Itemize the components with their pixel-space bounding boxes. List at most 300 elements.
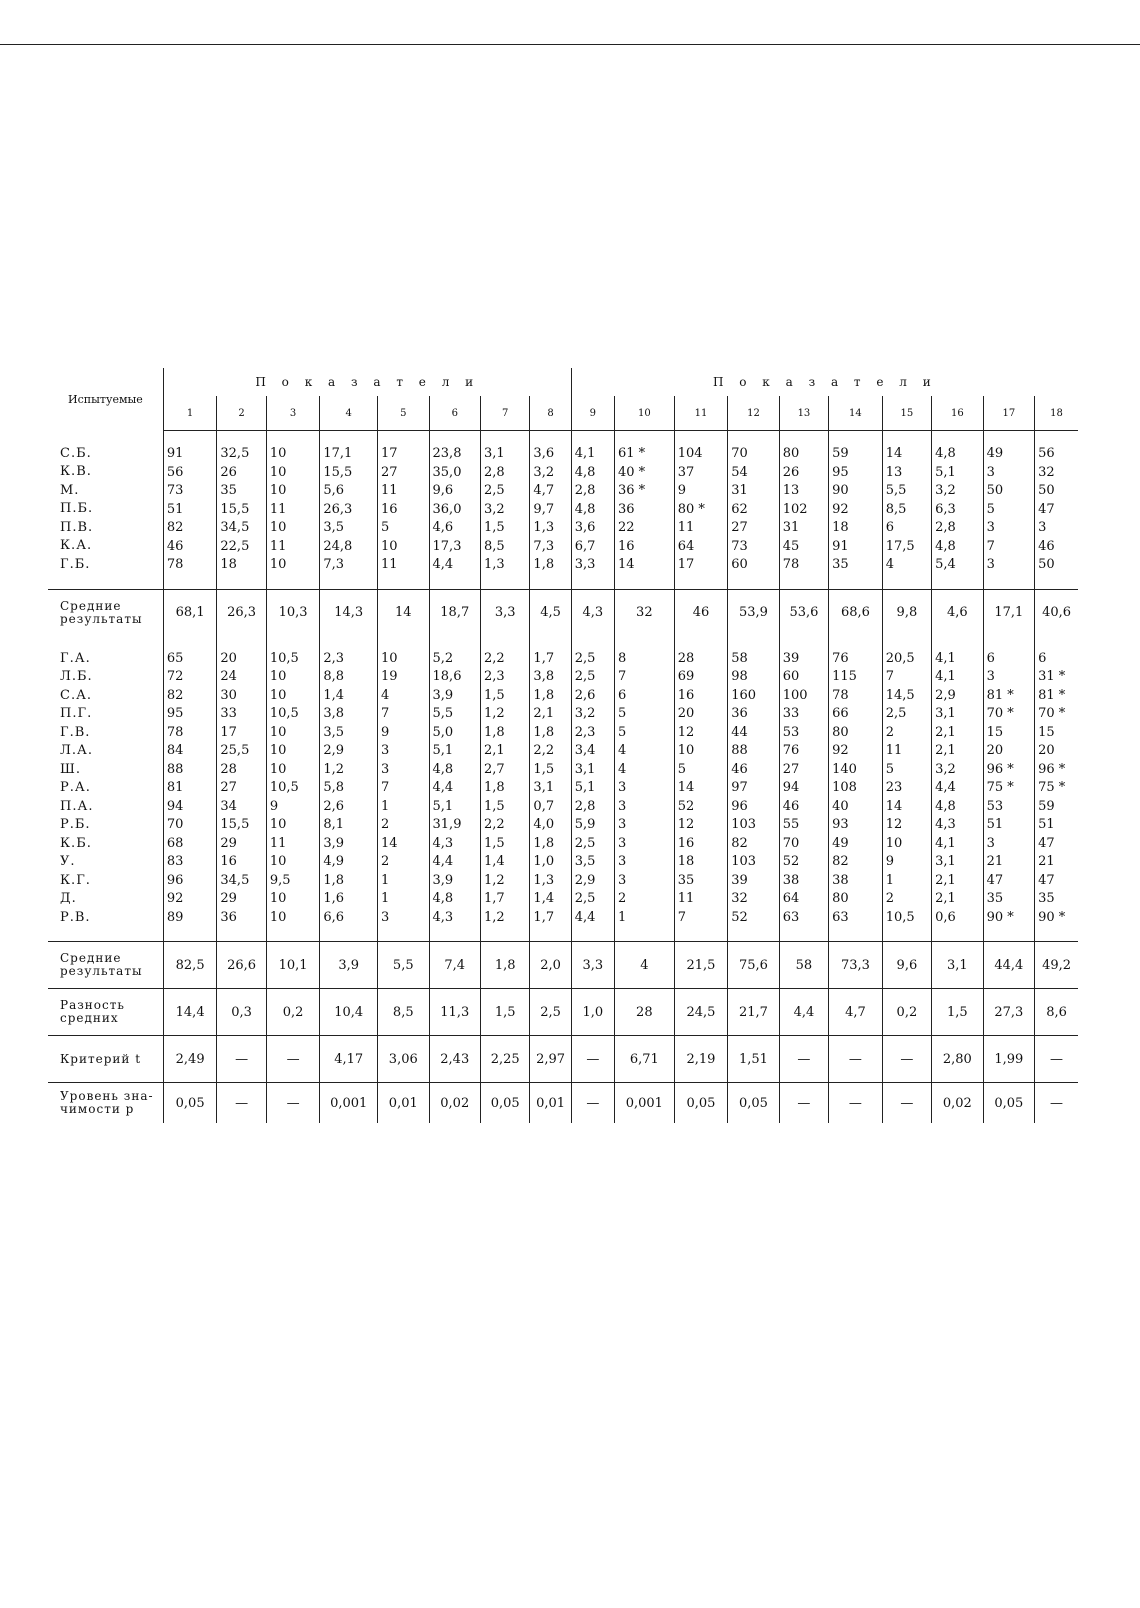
table-cell: 5,5 — [885, 483, 907, 498]
table-cell: 37 — [677, 464, 695, 480]
table-cell: 2 — [885, 891, 894, 906]
table-cell: 103 — [731, 854, 757, 869]
table-cell: 27 — [782, 761, 800, 777]
table-cell: 3 — [986, 669, 995, 684]
group2-column-9 — [571, 636, 614, 942]
table-cell: 38 — [832, 872, 849, 888]
table-cell: 18,6 — [432, 669, 462, 684]
table-cell: 8,8 — [323, 669, 345, 684]
table-cell: 6 — [885, 520, 894, 535]
difference-row-value: 8,5 — [378, 989, 429, 1036]
group1-mean-row-value: 53,6 — [779, 589, 828, 636]
table-cell: 31 — [731, 483, 748, 498]
group1-column-4 — [320, 431, 378, 590]
table-cell: 5,1 — [432, 743, 454, 758]
table-cell: 44 — [731, 724, 748, 740]
table-cell: 12 — [677, 724, 695, 740]
table-cell: 83 — [166, 854, 184, 869]
table-cell: 7 — [677, 909, 686, 925]
group2-mean-row-label-line: Средние — [60, 951, 122, 965]
table-cell: 82 — [832, 854, 849, 869]
table-cell: 82 — [166, 687, 184, 703]
group2-mean-row-value: 4 — [614, 942, 674, 989]
table-cell: 3,5 — [574, 854, 596, 869]
table-cell: 47 — [986, 872, 1004, 888]
table-cell: 2,1 — [935, 872, 956, 888]
table-cell: 7 — [381, 706, 390, 721]
group2-column-6 — [429, 636, 480, 942]
group1-column-8 — [530, 431, 571, 590]
table-cell: 7 — [986, 538, 995, 554]
table-cell: 58 — [731, 650, 748, 666]
subject-name: Р.А. — [60, 780, 91, 795]
group2-mean-row-value: 82,5 — [163, 942, 217, 989]
table-cell: 3 — [617, 854, 627, 869]
table-cell: 12 — [677, 817, 695, 832]
difference-row-value: 2,5 — [530, 989, 571, 1036]
table-cell: 11 — [677, 520, 695, 535]
table-cell: 78 — [166, 724, 184, 740]
table-cell: 5,1 — [432, 798, 454, 814]
group1-mean-row-value: 46 — [674, 589, 728, 636]
table-cell: 34,5 — [220, 872, 250, 888]
significance-row — [48, 1083, 1078, 1124]
table-cell: 5,0 — [432, 724, 454, 740]
table-cell: 36,0 — [432, 501, 462, 517]
table-cell: 1,8 — [533, 724, 555, 740]
table-cell: 3,2 — [935, 761, 956, 777]
significance-row-value: 0,001 — [614, 1083, 674, 1124]
group2-mean-row-value: 75,6 — [728, 942, 779, 989]
table-cell: 80 — [782, 446, 800, 461]
column-number-1: 1 — [163, 396, 217, 431]
group2-mean-row-value: 2,0 — [530, 942, 571, 989]
table-cell: 26 — [220, 464, 237, 480]
group1-mean-row-value: 68,1 — [163, 589, 217, 636]
subject-name: Р.В. — [60, 909, 91, 925]
table-cell: 0,7 — [533, 798, 555, 814]
table-cell: 102 — [782, 501, 808, 517]
significance-row-value: — — [829, 1083, 883, 1124]
table-cell: 1 — [617, 909, 627, 925]
difference-row-label-line: средних — [60, 1011, 119, 1025]
table-cell: 9,5 — [269, 872, 291, 888]
table-cell: 39 — [782, 650, 800, 666]
t-criterion-row-value: — — [571, 1036, 614, 1083]
table-cell: 35 — [220, 483, 237, 498]
subject-name: К.Г. — [60, 872, 91, 888]
difference-row-value: 10,4 — [320, 989, 378, 1036]
table-cell: 3 — [617, 872, 627, 888]
group1-data-rows — [48, 431, 1078, 590]
table-cell: 40 * — [617, 464, 646, 480]
table-cell: 7 — [381, 780, 390, 795]
difference-row-label-line: Разность — [60, 998, 125, 1012]
table-cell: 2,1 — [484, 743, 505, 758]
table-cell: 3 — [617, 835, 627, 851]
table-cell: 16 — [220, 854, 237, 869]
group1-column-6 — [429, 431, 480, 590]
table-cell: 1,2 — [323, 761, 345, 777]
group2-mean-row-value: 73,3 — [829, 942, 883, 989]
table-cell: 15 — [1038, 724, 1055, 740]
table-cell: 3,2 — [574, 706, 596, 721]
table-cell: 55 — [782, 817, 800, 832]
group2-column-8 — [530, 636, 571, 942]
table-cell: 1,2 — [484, 909, 505, 925]
table-cell: 96 * — [986, 761, 1014, 777]
group1-mean-row-value: 68,6 — [829, 589, 883, 636]
table-cell: 7,3 — [533, 538, 555, 554]
table-cell: 10 — [677, 743, 695, 758]
subject-name: П.А. — [60, 798, 94, 814]
table-cell: 8,1 — [323, 817, 345, 832]
table-cell: 3,1 — [574, 761, 596, 777]
column-number-11: 11 — [674, 396, 728, 431]
subject-name: С.Б. — [60, 445, 92, 461]
table-cell: 21 — [986, 854, 1004, 869]
table-cell: 95 — [166, 706, 184, 721]
table-cell: 10 — [269, 854, 287, 869]
table-cell: 59 — [1038, 798, 1055, 814]
table-cell: 2 — [381, 817, 390, 832]
table-cell: 2,5 — [885, 706, 907, 721]
significance-row-value: 0,05 — [983, 1083, 1034, 1124]
table-cell: 28 — [220, 761, 237, 777]
column-number-8: 8 — [530, 396, 571, 431]
group1-mean-row-value: 32 — [614, 589, 674, 636]
table-cell: 10 — [381, 538, 398, 554]
table-cell: 6,6 — [323, 909, 345, 925]
table-cell: 2,9 — [323, 743, 345, 758]
table-cell: 2,1 — [533, 706, 555, 721]
table-cell: 70 — [166, 817, 184, 832]
t-criterion-row-value: 2,25 — [481, 1036, 530, 1083]
table-cell: 3 — [986, 464, 995, 480]
group1-column-5 — [378, 431, 429, 590]
table-cell: 12 — [885, 817, 903, 832]
table-cell: 2,5 — [484, 483, 505, 498]
table-cell: 17 — [220, 724, 237, 740]
table-cell: 54 — [731, 464, 748, 480]
table-cell: 1,8 — [484, 780, 505, 795]
table-cell: 4,8 — [432, 891, 454, 906]
table-cell: 2,8 — [484, 464, 505, 480]
table-cell: 5 — [617, 724, 627, 740]
table-cell: 82 — [731, 835, 748, 851]
group2-column-13 — [779, 636, 828, 942]
table-cell: 78 — [832, 687, 849, 703]
table-cell: 49 — [832, 835, 849, 851]
table-cell: 13 — [782, 483, 800, 498]
table-cell: 1,6 — [323, 891, 345, 906]
table-cell: 2,8 — [574, 798, 596, 814]
column-number-9: 9 — [571, 396, 614, 431]
table-cell: 14 — [885, 446, 903, 461]
table-cell: 1,2 — [484, 872, 505, 888]
table-cell: 36 * — [617, 483, 646, 498]
table-cell: 5 — [677, 761, 686, 777]
table-cell: 4 — [617, 743, 627, 758]
table-cell: 6 — [986, 650, 995, 666]
group1-mean-row-value: 17,1 — [983, 589, 1034, 636]
table-cell: 65 — [166, 650, 184, 666]
table-cell: 31 * — [1038, 669, 1066, 684]
column-number-2: 2 — [217, 396, 266, 431]
table-cell: 7,3 — [323, 557, 345, 572]
table-cell: 4,4 — [432, 557, 454, 572]
table-cell: 46 — [782, 798, 800, 814]
table-cell: 160 — [731, 687, 757, 703]
table-cell: 10 — [269, 520, 287, 535]
table-cell: 15,5 — [220, 501, 250, 517]
t-criterion-row-value: 2,80 — [932, 1036, 983, 1083]
difference-row-label — [48, 989, 163, 1036]
table-cell: 52 — [677, 798, 695, 814]
difference-row-value: 4,7 — [829, 989, 883, 1036]
table-cell: 2,2 — [484, 817, 505, 832]
table-cell: 6 — [617, 687, 627, 703]
group2-mean-row-value: 3,9 — [320, 942, 378, 989]
table-cell: 1,4 — [323, 687, 345, 703]
table-cell: 50 — [986, 483, 1004, 498]
significance-row-value: 0,02 — [932, 1083, 983, 1124]
table-cell: 39 — [731, 872, 748, 888]
subject-name: С.А. — [60, 687, 93, 703]
table-cell: 47 — [1038, 872, 1055, 888]
table-cell: 3,4 — [574, 743, 596, 758]
table-cell: 9,7 — [533, 501, 555, 517]
table-cell: 24,8 — [323, 538, 353, 554]
table-cell: 3,9 — [432, 687, 454, 703]
group1-mean-row-value: 4,6 — [932, 589, 983, 636]
table-cell: 11 — [269, 835, 287, 851]
table-cell: 81 * — [1038, 687, 1066, 703]
group2-data-rows — [48, 636, 1078, 942]
subject-name: Д. — [60, 891, 77, 906]
table-cell: 2,2 — [484, 650, 505, 666]
table-cell: 14,5 — [885, 687, 915, 703]
t-criterion-row-value: — — [779, 1036, 828, 1083]
table-cell: 2,6 — [323, 798, 345, 814]
table-cell: 1,5 — [484, 798, 505, 814]
group2-mean-row-value: 10,1 — [266, 942, 320, 989]
table-cell: 1 — [885, 872, 894, 888]
table-cell: 45 — [782, 538, 800, 554]
table-cell: 84 — [166, 743, 184, 758]
table-cell: 17 — [677, 557, 695, 572]
t-criterion-row-value: — — [829, 1036, 883, 1083]
table-cell: 95 — [832, 464, 849, 480]
table-cell: 2,2 — [533, 743, 555, 758]
table-cell: 3,1 — [935, 706, 956, 721]
table-cell: 2,1 — [935, 724, 956, 740]
table-cell: 5 — [617, 706, 627, 721]
subject-name: Г.А. — [60, 650, 91, 666]
table-cell: 62 — [731, 501, 748, 517]
table-cell: 1,5 — [533, 761, 555, 777]
table-cell: 32,5 — [220, 446, 250, 461]
table-cell: 10 — [269, 557, 287, 572]
table-cell: 97 — [731, 780, 748, 795]
table-cell: 70 * — [986, 706, 1014, 721]
data-table — [48, 368, 1078, 1123]
table-cell: 96 * — [1038, 761, 1066, 777]
table-cell: 60 — [731, 557, 748, 572]
table-cell: 28 — [677, 650, 695, 666]
column-number-7: 7 — [481, 396, 530, 431]
subject-name: Р.Б. — [60, 817, 91, 832]
group1-mean-row-label-line: результаты — [60, 611, 143, 626]
table-cell: 64 — [677, 538, 695, 554]
group1-mean-row-value: 18,7 — [429, 589, 480, 636]
table-cell: 3 — [986, 557, 995, 572]
table-cell: 31,9 — [432, 817, 462, 832]
group1-mean-row-value: 10,3 — [266, 589, 320, 636]
table-cell: 3,5 — [323, 520, 345, 535]
table-cell: 11 — [885, 743, 903, 758]
difference-row-value: 11,3 — [429, 989, 480, 1036]
table-cell: 33 — [782, 706, 800, 721]
subject-name: Г.В. — [60, 724, 91, 740]
table-cell: 66 — [832, 706, 849, 721]
table-cell: 3 — [617, 817, 627, 832]
group1-mean-row-value: 14 — [378, 589, 429, 636]
group1-column-18 — [1035, 431, 1078, 590]
table-cell: 1,8 — [533, 835, 555, 851]
table-cell: 35 — [832, 557, 849, 572]
subject-name: Л.Б. — [60, 669, 93, 684]
table-cell: 5,9 — [574, 817, 596, 832]
group2-column-4 — [320, 636, 378, 942]
table-cell: 27 — [731, 520, 748, 535]
table-cell: 46 — [1038, 538, 1055, 554]
group2-mean-row-value: 26,6 — [217, 942, 266, 989]
table-cell: 9 — [677, 483, 686, 498]
significance-row-value: 0,01 — [530, 1083, 571, 1124]
table-cell: 1,8 — [533, 687, 555, 703]
table-cell: 75 * — [1038, 780, 1066, 795]
table-cell: 46 — [166, 538, 184, 554]
table-cell: 103 — [731, 817, 757, 832]
table-cell: 3,6 — [574, 520, 596, 535]
significance-row-label — [48, 1083, 163, 1124]
table-cell: 17,1 — [323, 446, 353, 461]
table-cell: 0,6 — [935, 909, 956, 925]
table-cell: 76 — [832, 650, 849, 666]
significance-row-value: — — [571, 1083, 614, 1124]
table-cell: 36 — [220, 909, 237, 925]
table-cell: 93 — [832, 817, 849, 832]
table-cell: 2,5 — [574, 669, 596, 684]
significance-row-value: 0,001 — [320, 1083, 378, 1124]
difference-row-value: 8,6 — [1035, 989, 1078, 1036]
table-cell: 4 — [885, 557, 894, 572]
group2-mean-row-label — [48, 942, 163, 989]
table-cell: 8,5 — [885, 501, 907, 517]
table-cell: 98 — [731, 669, 748, 684]
table-cell: 82 — [166, 520, 184, 535]
table-cell: 10 — [269, 909, 287, 925]
table-cell: 108 — [832, 780, 857, 795]
table-cell: 1,5 — [484, 687, 505, 703]
table-cell: 8 — [617, 650, 627, 666]
table-cell: 15 — [986, 724, 1004, 740]
group2-mean-row-value: 44,4 — [983, 942, 1034, 989]
table-cell: 2,9 — [574, 872, 596, 888]
t-criterion-row-value: 2,43 — [429, 1036, 480, 1083]
table-cell: 7 — [617, 669, 627, 684]
subjects-header: Испытуемые — [68, 392, 143, 406]
group2-mean-row-value: 49,2 — [1035, 942, 1078, 989]
table-cell: 15,5 — [323, 464, 353, 480]
difference-row-value: 1,5 — [481, 989, 530, 1036]
table-cell: 6 — [1038, 650, 1047, 666]
table-cell: 3 — [617, 798, 627, 814]
table-cell: 2,5 — [574, 891, 596, 906]
table-cell: 2,3 — [323, 650, 345, 666]
group1-column-11 — [674, 431, 728, 590]
table-cell: 27 — [220, 780, 237, 795]
group2-mean-row-value: 5,5 — [378, 942, 429, 989]
indicators-group-header-1: П о к а з а т е л и — [163, 368, 571, 396]
table-cell: 3 — [986, 835, 995, 851]
table-cell: 70 — [782, 835, 800, 851]
table-cell: 1,4 — [533, 891, 555, 906]
group1-mean-row-label — [48, 589, 163, 636]
table-cell: 3,9 — [432, 872, 454, 888]
table-cell: 19 — [381, 669, 398, 684]
table-cell: 22,5 — [220, 538, 250, 554]
group1-mean-row-value: 4,3 — [571, 589, 614, 636]
significance-row-value: 0,05 — [674, 1083, 728, 1124]
group1-mean-row-value: 9,8 — [882, 589, 931, 636]
table-cell: 30 — [220, 687, 237, 703]
table-cell: 1 — [381, 872, 390, 888]
table-cell: 115 — [832, 669, 857, 684]
table-cell: 3 — [1038, 520, 1047, 535]
table-cell: 26,3 — [323, 501, 353, 517]
table-cell: 68 — [166, 835, 184, 851]
subject-name: Л.А. — [60, 743, 93, 758]
table-cell: 4,8 — [935, 798, 956, 814]
table-cell: 4,4 — [935, 780, 956, 795]
group2-column-15 — [882, 636, 931, 942]
significance-row-value: — — [217, 1083, 266, 1124]
table-cell: 5 — [986, 501, 995, 517]
group1-column-15 — [882, 431, 931, 590]
table-cell: 140 — [832, 761, 857, 777]
table-cell: 18 — [832, 520, 849, 535]
table-cell: 63 — [832, 909, 849, 925]
table-cell: 3,1 — [935, 854, 956, 869]
table-cell: 4,1 — [935, 669, 956, 684]
significance-row-value: — — [1035, 1083, 1078, 1124]
difference-row-value: 28 — [614, 989, 674, 1036]
difference-row-value: 27,3 — [983, 989, 1034, 1036]
table-cell: 10 — [269, 669, 287, 684]
table-cell: 5 — [381, 520, 390, 535]
table-cell: 51 — [1038, 817, 1055, 832]
group2-mean-row-value: 21,5 — [674, 942, 728, 989]
table-cell: 36 — [731, 706, 748, 721]
table-cell: 17,5 — [885, 538, 915, 554]
table-cell: 3,8 — [323, 706, 345, 721]
group2-mean-row-value: 9,6 — [882, 942, 931, 989]
table-cell: 70 — [731, 446, 748, 461]
table-cell: 9 — [885, 854, 894, 869]
top-rule — [0, 44, 1140, 45]
